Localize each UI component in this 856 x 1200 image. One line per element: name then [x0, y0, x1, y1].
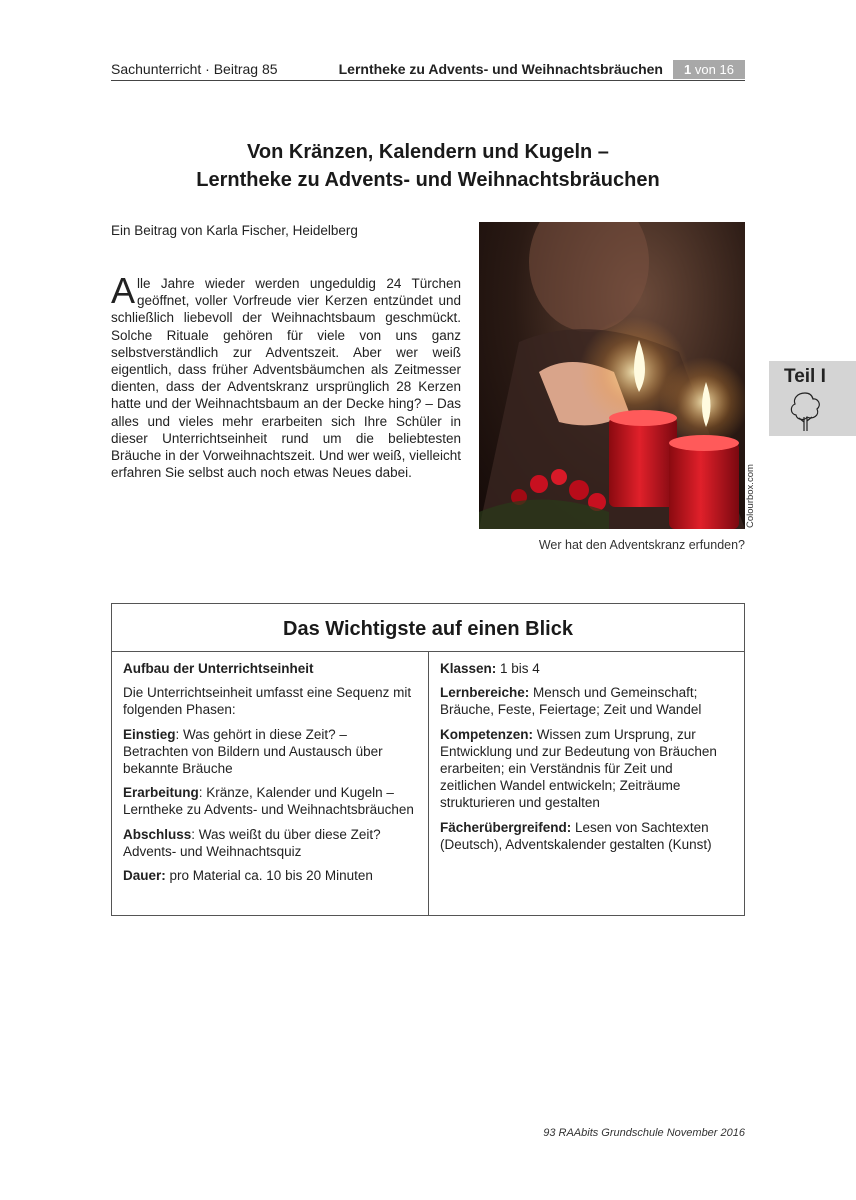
lernbereiche-text: Mensch und Gemeinschaft; Bräuche, Feste, Feiertage; Zeit und Wandel — [440, 685, 702, 718]
page-title — [111, 138, 745, 194]
overview-right-column — [440, 660, 732, 860]
phase-abschluss — [123, 826, 415, 860]
einstieg-label: Einstieg — [123, 726, 176, 742]
erarbeitung-text: : Kränze, Kalender und Kugeln – Lerntheke zu Advents- und Weihnachtsbräuchen — [123, 785, 414, 818]
structure-heading: Aufbau der Unterrichtseinheit — [123, 661, 314, 676]
faecher-label: Fächerübergreifend: — [440, 819, 572, 835]
competencies — [440, 726, 732, 812]
grades — [440, 660, 732, 677]
klassen-label: Klassen: — [440, 661, 497, 676]
overview-heading: Das Wichtigste auf einen Blick — [112, 604, 744, 652]
page-number: 1 — [684, 62, 692, 77]
abschluss-text: : Was weißt du über diese Zeit? Advents- und Weihnachtsquiz — [123, 826, 381, 859]
page-badge — [673, 60, 745, 79]
photo-caption: Wer hat den Adventskranz erfunden? — [538, 538, 745, 552]
drop-cap: A — [111, 270, 136, 311]
title-line-1: Von Kränzen, Kalendern und Kugeln – — [247, 141, 609, 163]
einstieg-text: : Was gehört in diese Zeit? – Betrachten von Bildern und Austausch über bekannte Bräuche — [123, 726, 383, 777]
kompetenzen-label: Kompetenzen: — [440, 726, 534, 742]
duration — [123, 867, 415, 884]
phase-erarbeitung — [123, 784, 415, 818]
lernbereiche-label: Lernbereiche: — [440, 685, 530, 701]
overview-left-column — [123, 660, 415, 891]
cross-curricular — [440, 819, 732, 853]
advent-candle-photo — [479, 222, 745, 529]
candle-illustration — [479, 222, 745, 529]
author-line: Ein Beitrag von Karla Fischer, Heidelberg — [111, 223, 358, 238]
dauer-label: Dauer: — [123, 868, 166, 884]
kompetenzen-text: Wissen zum Ursprung, zur Entwicklung und zur Bedeutung von Bräuchen erarbeiten; ein Verständnis für Zeit und zeitlichen Wandel entwickeln; Zeiträume strukturieren und gestalten — [440, 726, 717, 811]
overview-box — [111, 603, 745, 916]
abschluss-label: Abschluss — [123, 826, 192, 842]
photo-credit: Colourbox.com — [745, 464, 756, 528]
page-total: von 16 — [691, 62, 734, 77]
faecher-text: Lesen von Sachtexten (Deutsch), Adventskalender gestalten (Kunst) — [440, 819, 712, 852]
dauer-text: pro Material ca. 10 bis 20 Minuten — [165, 868, 373, 884]
header-title: Lerntheke zu Advents- und Weihnachtsbräuchen — [338, 61, 663, 77]
erarbeitung-label: Erarbeitung — [123, 785, 199, 801]
tree-icon — [787, 389, 823, 433]
title-line-2: Lerntheke zu Advents- und Weihnachtsbräuchen — [196, 169, 660, 191]
phase-einstieg — [123, 726, 415, 778]
structure-intro: Die Unterrichtseinheit umfasst eine Sequenz mit folgenden Phasen: — [123, 685, 412, 718]
learning-areas — [440, 684, 732, 718]
page-footer: 93 RAAbits Grundschule November 2016 — [543, 1127, 745, 1139]
section-tab — [769, 361, 856, 436]
column-divider — [428, 652, 429, 915]
header-series: Sachunterricht · Beitrag 85 — [111, 61, 278, 77]
klassen-text: 1 bis 4 — [496, 661, 540, 676]
section-tab-label: Teil I — [784, 366, 826, 387]
intro-text: lle Jahre wieder werden ungeduldig 24 Türchen geöffnet, voller Vorfreude vier Kerzen entzündet und schließlich liebevoll der Weihnachtsbaum geschmückt. Solche Rituale gehören für viele von uns ganz selbstverständlich zur Adventszeit. Aber wer weiß eigentlich, dass früher Adventsbäumchen als Zeitmesser dienten, dass der Adventskranz ursprünglich 28 Kerzen hatte und der Weihnachtsbaum an der Decke hing? – Das alles und vieles mehr erarbeiten sich Ihre Schüler in dieser Unterrichtseinheit rund um die beliebtesten Bräuche in der Vorweihnachtszeit. Und wer weiß, vielleicht erfahren Sie selbst auch noch etwas Neues dabei. — [111, 276, 461, 481]
intro-paragraph — [111, 270, 461, 481]
running-header — [111, 60, 745, 81]
